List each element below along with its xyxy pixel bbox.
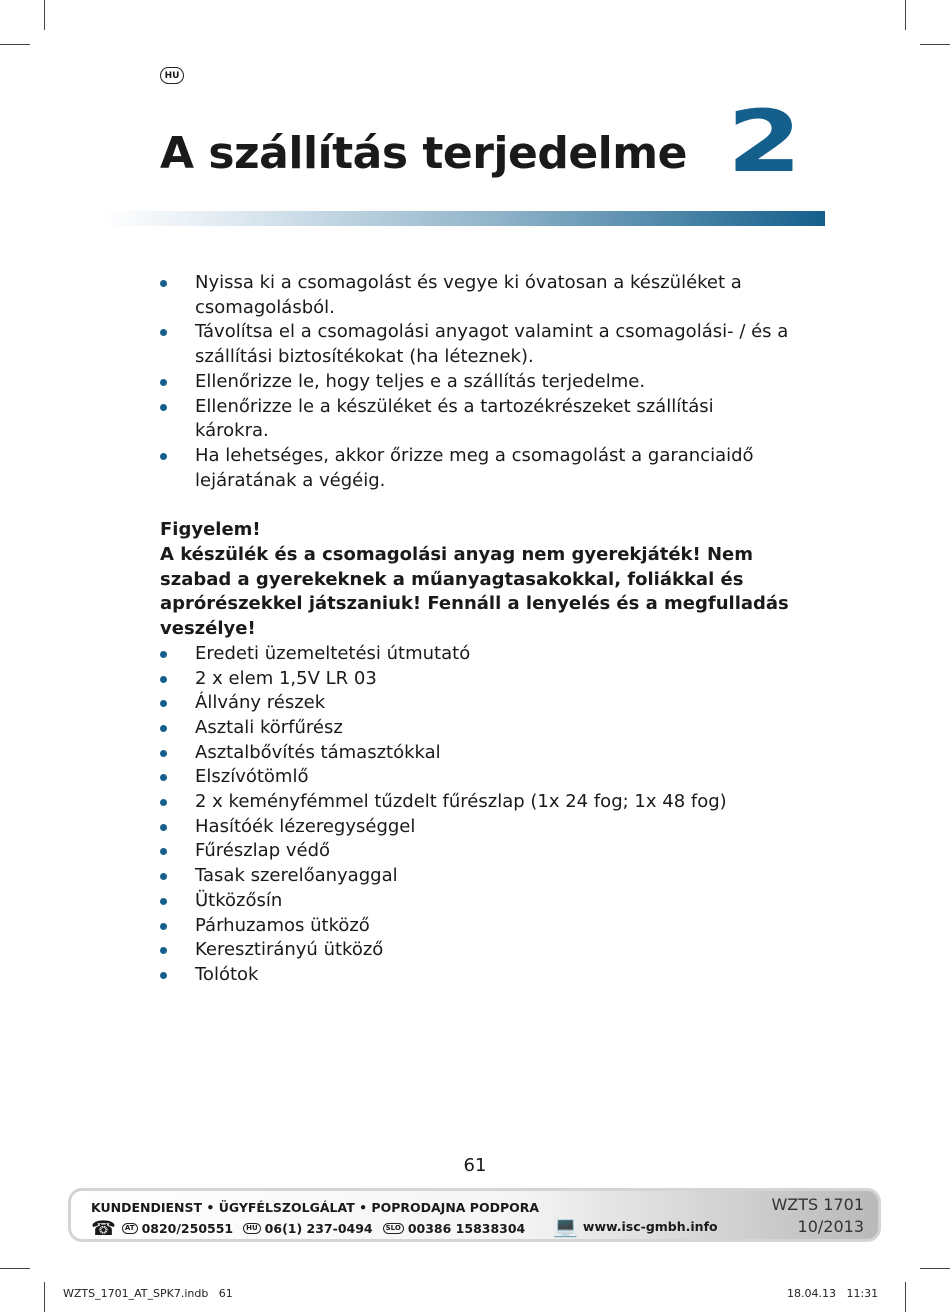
crop-mark xyxy=(905,0,906,30)
warning-heading: Figyelem! xyxy=(160,519,261,541)
bullet-icon xyxy=(160,898,167,905)
website xyxy=(553,1216,718,1236)
list-item: Fűrészlap védő xyxy=(160,839,790,864)
bullet-icon xyxy=(160,873,167,880)
warning-block xyxy=(160,518,790,642)
list-item: Ellenőrizze le a készüléket és a tartozékrészeket szállítási károkra. xyxy=(160,395,790,444)
list-item: Elszívótömlő xyxy=(160,765,790,790)
bullet-icon xyxy=(160,972,167,979)
list-item: Nyissa ki a csomagolást és vegye ki óvatosan a készüléket a csomagolásból. xyxy=(160,271,790,320)
list-item: Ellenőrizze le, hogy teljes e a szállítás terjedelme. xyxy=(160,370,790,395)
bullet-icon xyxy=(160,947,167,954)
list-item: Állvány részek xyxy=(160,691,790,716)
telephone-icon: ☎ xyxy=(91,1216,116,1240)
title-gradient-rule xyxy=(100,211,825,226)
phone-number: 0820/250551 xyxy=(141,1220,234,1236)
bullet-icon xyxy=(160,824,167,831)
crop-mark xyxy=(0,1268,30,1269)
list-item: 2 x elem 1,5V LR 03 xyxy=(160,667,790,692)
bullet-icon xyxy=(160,329,167,336)
phone-number: 06(1) 237-0494 xyxy=(264,1220,373,1236)
list-item: Tolótok xyxy=(160,963,790,988)
phone-number: 00386 15838304 xyxy=(407,1220,526,1236)
phone-numbers xyxy=(91,1218,535,1238)
list-item: Asztalbővítés támasztókkal xyxy=(160,741,790,766)
list-item: Eredeti üzemeltetési útmutató xyxy=(160,642,790,667)
country-badge: SLO xyxy=(383,1223,404,1234)
model-number: WZTS 1701 xyxy=(771,1195,864,1214)
bullet-icon xyxy=(160,848,167,855)
chapter-number: 2 xyxy=(727,92,802,192)
crop-mark xyxy=(44,1282,45,1312)
bullet-icon xyxy=(160,725,167,732)
delivery-items-list xyxy=(160,642,790,988)
page-title: A szállítás terjedelme xyxy=(160,128,687,179)
warning-text: A készülék és a csomagolási anyag nem gyerekjáték! Nem szabad a gyerekeknek a műanyagtasakokkal, foliákkal és aprórészekkel játszaniuk! Fennáll a lenyelés és a megfulladás veszélye! xyxy=(160,544,789,640)
service-line: KUNDENDIENST • ÜGYFÉLSZOLGÁLAT • POPRODAJNA PODPORA xyxy=(91,1200,540,1215)
crop-mark xyxy=(920,44,950,45)
bullet-icon xyxy=(160,404,167,411)
country-badge: AT xyxy=(122,1223,138,1234)
bullet-icon xyxy=(160,774,167,781)
list-item: Tasak szerelőanyaggal xyxy=(160,864,790,889)
print-slug-timestamp: 18.04.13 11:31 xyxy=(787,1287,879,1300)
bullet-icon xyxy=(160,923,167,930)
bullet-icon xyxy=(160,750,167,757)
service-footer xyxy=(68,1188,881,1242)
bullet-icon xyxy=(160,799,167,806)
main-content xyxy=(160,271,790,988)
page-number: 61 xyxy=(463,1155,487,1176)
list-item: Párhuzamos ütköző xyxy=(160,914,790,939)
unpacking-steps-list xyxy=(160,271,790,493)
language-badge: HU xyxy=(160,67,184,84)
list-item: Távolítsa el a csomagolási anyagot valamint a csomagolási- / és a szállítási biztosítékokat (ha léteznek). xyxy=(160,320,790,369)
edition-date: 10/2013 xyxy=(797,1217,864,1236)
list-item: Asztali körfűrész xyxy=(160,716,790,741)
list-item: Keresztirányú ütköző xyxy=(160,938,790,963)
website-link[interactable]: www.isc-gmbh.info xyxy=(582,1218,718,1234)
list-item: Ha lehetséges, akkor őrizze meg a csomagolást a garanciaidő lejáratának a végéig. xyxy=(160,444,790,493)
country-badge: HU xyxy=(243,1223,261,1234)
bullet-icon xyxy=(160,700,167,707)
crop-mark xyxy=(44,0,45,30)
laptop-icon: 💻 xyxy=(553,1214,578,1238)
print-slug-file: WZTS_1701_AT_SPK7.indb 61 xyxy=(63,1287,233,1300)
bullet-icon xyxy=(160,453,167,460)
list-item: Ütközősín xyxy=(160,889,790,914)
bullet-icon xyxy=(160,651,167,658)
crop-mark xyxy=(905,1282,906,1312)
crop-mark xyxy=(0,44,30,45)
bullet-icon xyxy=(160,379,167,386)
model-info xyxy=(771,1194,864,1238)
bullet-icon xyxy=(160,280,167,287)
list-item: Hasítóék lézeregységgel xyxy=(160,815,790,840)
crop-mark xyxy=(920,1268,950,1269)
bullet-icon xyxy=(160,676,167,683)
list-item: 2 x keményfémmel tűzdelt fűrészlap (1x 24 fog; 1x 48 fog) xyxy=(160,790,790,815)
